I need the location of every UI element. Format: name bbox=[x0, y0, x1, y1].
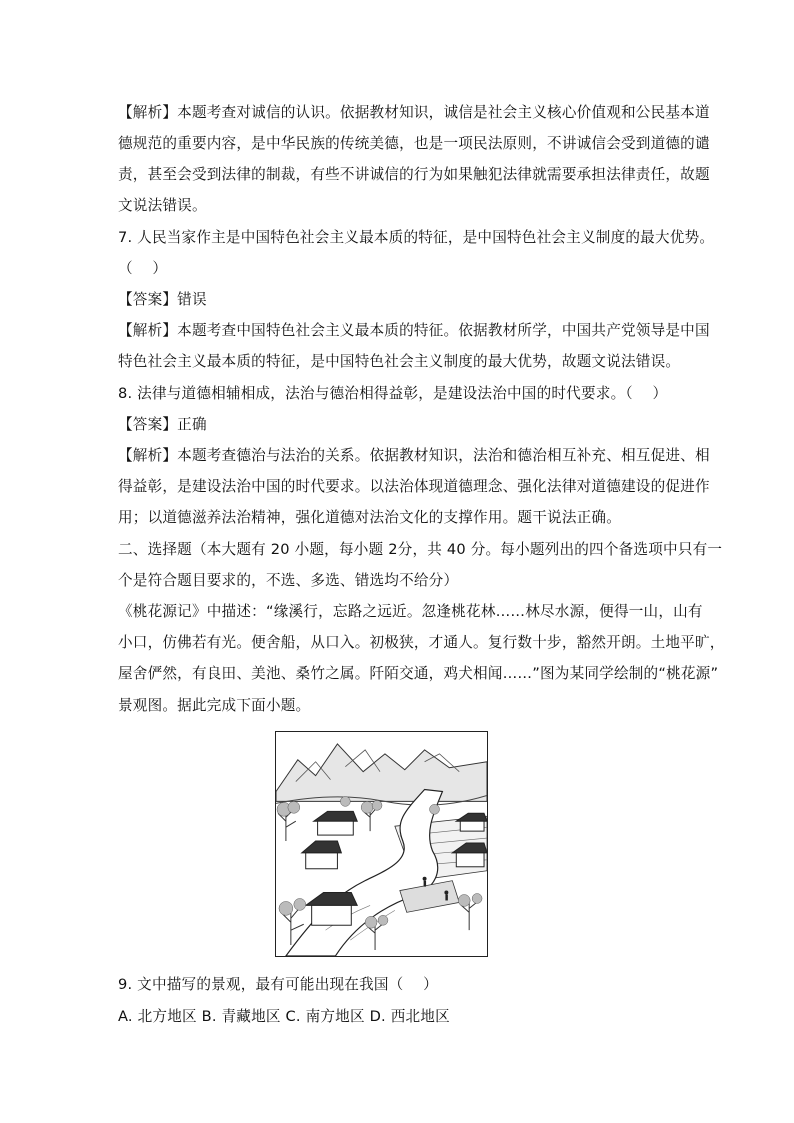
passage-line-4: 景观图。据此完成下面小题。 bbox=[118, 697, 311, 714]
analysis-8-line-2: 得益彰，是建设法治中国的时代要求。以法治体现道德理念、强化法律对道德建设的促进作 bbox=[118, 478, 710, 495]
analysis-8-line-1: 【解析】本题考查德治与法治的关系。依据教材知识，法治和德治相互补充、相互促进、相 bbox=[118, 447, 710, 464]
section-two-heading-line-1: 二、选择题（本大题有 20 小题，每小题 2分，共 40 分。每小题列出的四个备选项中只有一 bbox=[118, 541, 723, 558]
question-7-stem: 7. 人民当家作主是中国特色社会主义最本质的特征，是中国特色社会主义制度的最大优势。 bbox=[118, 229, 715, 246]
landscape-figure bbox=[275, 731, 488, 957]
analysis-7-line-1: 【解析】本题考查中国特色社会主义最本质的特征。依据教材所学，中国共产党领导是中国 bbox=[118, 322, 710, 339]
landscape-illustration-icon bbox=[276, 732, 487, 956]
question-9-stem: 9. 文中描写的景观，最有可能出现在我国（ ） bbox=[118, 976, 438, 993]
question-9-options: A. 北方地区 B. 青藏地区 C. 南方地区 D. 西北地区 bbox=[118, 1008, 450, 1025]
analysis-7-line-2: 特色社会主义最本质的特征，是中国特色社会主义制度的最大优势，故题文说法错误。 bbox=[118, 353, 681, 370]
analysis-6-line-1: 【解析】本题考查对诚信的认识。依据教材知识，诚信是社会主义核心价值观和公民基本道 bbox=[118, 104, 710, 121]
question-8-stem: 8. 法律与道德相辅相成，法治与德治相得益彰，是建设法治中国的时代要求。（ ） bbox=[118, 385, 668, 402]
passage-line-1: 《桃花源记》中描述：“缘溪行，忘路之远近。忽逢桃花林……林尽水源，便得一山，山有 bbox=[118, 603, 703, 620]
answer-7: 【答案】错误 bbox=[118, 291, 207, 308]
analysis-6-line-4: 文说法错误。 bbox=[118, 197, 207, 214]
answer-8: 【答案】正确 bbox=[118, 416, 207, 433]
analysis-6-line-2: 德规范的重要内容，是中华民族的传统美德，也是一项民法原则，不讲诚信会受到道德的谴 bbox=[118, 135, 710, 152]
analysis-8-line-3: 用；以道德滋养法治精神，强化道德对法治文化的支撑作用。题干说法正确。 bbox=[118, 509, 621, 526]
passage-line-3: 屋舍俨然，有良田、美池、桑竹之属。阡陌交通，鸡犬相闻……”图为某同学绘制的“桃花源” bbox=[118, 665, 719, 682]
passage-line-2: 小口，仿佛若有光。便舍船，从口入。初极狭，才通人。复行数十步，豁然开朗。土地平旷， bbox=[118, 634, 725, 651]
analysis-6-line-3: 责，甚至会受到法律的制裁，有些不讲诚信的行为如果触犯法律就需要承担法律责任，故题 bbox=[118, 166, 710, 183]
question-7-blank: （ ） bbox=[118, 260, 168, 277]
section-two-heading-line-2: 个是符合题目要求的，不选、多选、错选均不给分） bbox=[118, 572, 459, 589]
